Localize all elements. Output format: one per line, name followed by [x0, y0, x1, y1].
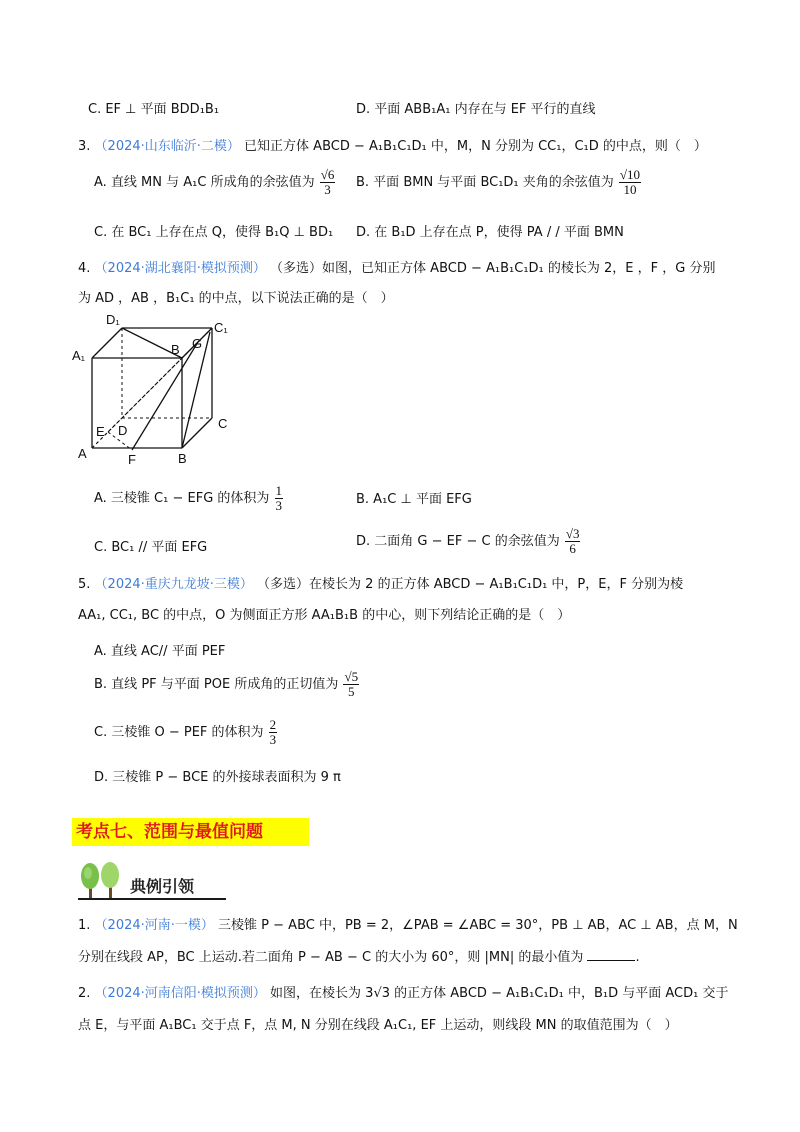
question-text: 已知正方体 ABCD − A₁B₁C₁D₁ 中，M，N 分别为 CC₁，C₁D 的中点，则（ ）: [244, 139, 707, 154]
label-d1: D₁: [106, 312, 120, 327]
fraction: $\frac{√3}{6}$: [565, 526, 580, 556]
question-source: （2024·重庆九龙坡·三模）: [94, 577, 253, 592]
banner-title: 典例引领: [130, 877, 195, 896]
question-number: 5.: [78, 577, 91, 592]
question-number: 2.: [78, 986, 91, 1001]
fraction: $\frac{1}{3}$: [275, 483, 283, 513]
question-number: 1.: [78, 918, 91, 933]
question-text: 分别在线段 AP，BC 上运动.若二面角 P − AB − C 的大小为 60°，则 |MN| 的最小值为: [78, 950, 584, 965]
q3-option-c: C. 在 BC₁ 上存在点 Q，使得 B₁Q ⊥ BD₁: [94, 225, 334, 240]
question-5-stem-line2: AA₁, CC₁, BC 的中点，O 为侧面正方形 AA₁B₁B 的中心，则下列结论正确的是（ ）: [78, 608, 571, 623]
question-source: （2024·山东临沂·二模）: [94, 139, 240, 154]
question-5-stem-line1: [78, 573, 683, 592]
question-number: 4.: [78, 261, 91, 276]
label-a1: A₁: [72, 348, 86, 363]
option-text: C. 三棱锥 O − PEF 的体积为: [94, 725, 264, 740]
option-text: A. 直线 MN 与 A₁C 所成角的余弦值为: [94, 175, 315, 190]
fraction: $\frac{√6}{3}$: [320, 167, 335, 197]
q3-option-d: D. 在 B₁D 上存在点 P，使得 PA / / 平面 BMN: [356, 225, 624, 240]
example-1-line2: [78, 946, 640, 965]
option-text: B. 平面 BMN 与平面 BC₁D₁ 夹角的余弦值为: [356, 175, 614, 190]
example-2-line1: [78, 982, 728, 1001]
q4-option-d: [356, 527, 581, 556]
q5-option-a: A. 直线 AC// 平面 PEF: [94, 644, 226, 659]
label-e: E: [96, 424, 105, 439]
label-b: B: [178, 451, 187, 466]
example-1-line1: [78, 914, 738, 933]
question-text: （多选）在棱长为 2 的正方体 ABCD − A₁B₁C₁D₁ 中，P，E，F 分别为棱: [257, 577, 684, 592]
q4-option-c: C. BC₁ // 平面 EFG: [94, 540, 208, 555]
question-4-stem-line2: 为 AD ，AB ，B₁C₁ 的中点，以下说法正确的是（ ）: [78, 291, 394, 306]
option-text: D. 二面角 G − EF − C 的余弦值为: [356, 534, 560, 549]
q4-option-b: B. A₁C ⊥ 平面 EFG: [356, 492, 472, 507]
q5-option-c: [94, 718, 278, 747]
label-g: G: [192, 336, 203, 351]
option-c-prev: C. EF ⊥ 平面 BDD₁B₁: [88, 102, 220, 117]
banner-underline: [78, 898, 226, 900]
option-text: A. 三棱锥 C₁ − EFG 的体积为: [94, 491, 270, 506]
question-text: 三棱锥 P − ABC 中，PB = 2，∠PAB = ∠ABC = 30°，PB ⊥ AB，AC ⊥ AB，点 M，N: [218, 918, 738, 933]
section-title: 考点七、范围与最值问题: [72, 818, 309, 846]
q4-option-a: [94, 484, 284, 513]
period: .: [635, 950, 640, 965]
question-source: （2024·湖北襄阳·模拟预测）: [94, 261, 266, 276]
question-text: （多选）如图，已知正方体 ABCD − A₁B₁C₁D₁ 的棱长为 2，E ，F ，G 分别: [270, 261, 716, 276]
question-number: 3.: [78, 139, 91, 154]
fraction: $\frac{√10}{10}$: [619, 167, 641, 197]
question-source: （2024·河南信阳·模拟预测）: [94, 986, 266, 1001]
q5-option-b: [94, 670, 360, 699]
label-b1: B: [171, 342, 180, 357]
example-2-line2: 点 E，与平面 A₁BC₁ 交于点 F，点 M, N 分别在线段 A₁C₁, EF 上运动，则线段 MN 的取值范围为（ ）: [78, 1018, 678, 1033]
q3-option-a: [94, 168, 336, 197]
question-text: 如图，在棱长为 3√3 的正方体 ABCD − A₁B₁C₁D₁ 中，B₁D 与平面 ACD₁ 交于: [270, 986, 729, 1001]
fraction: $\frac{2}{3}$: [269, 717, 277, 747]
label-f: F: [128, 452, 136, 467]
q5-option-d: D. 三棱锥 P − BCE 的外接球表面积为 9 π: [94, 770, 341, 785]
question-3-stem: [78, 135, 707, 154]
label-d: D: [118, 423, 128, 438]
question-4-stem-line1: [78, 257, 715, 276]
label-c: C: [218, 416, 228, 431]
option-text: B. 直线 PF 与平面 POE 所成角的正切值为: [94, 677, 339, 692]
answer-blank: [587, 948, 635, 961]
label-a: A: [78, 446, 87, 461]
tree-icon: [76, 860, 128, 900]
fraction: $\frac{√5}{5}$: [344, 669, 359, 699]
q3-option-b: [356, 168, 642, 197]
cube-figure: [70, 310, 240, 470]
option-d-prev: D. 平面 ABB₁A₁ 内存在与 EF 平行的直线: [356, 102, 596, 117]
question-source: （2024·河南·一模）: [94, 918, 214, 933]
label-c1: C₁: [214, 320, 228, 335]
